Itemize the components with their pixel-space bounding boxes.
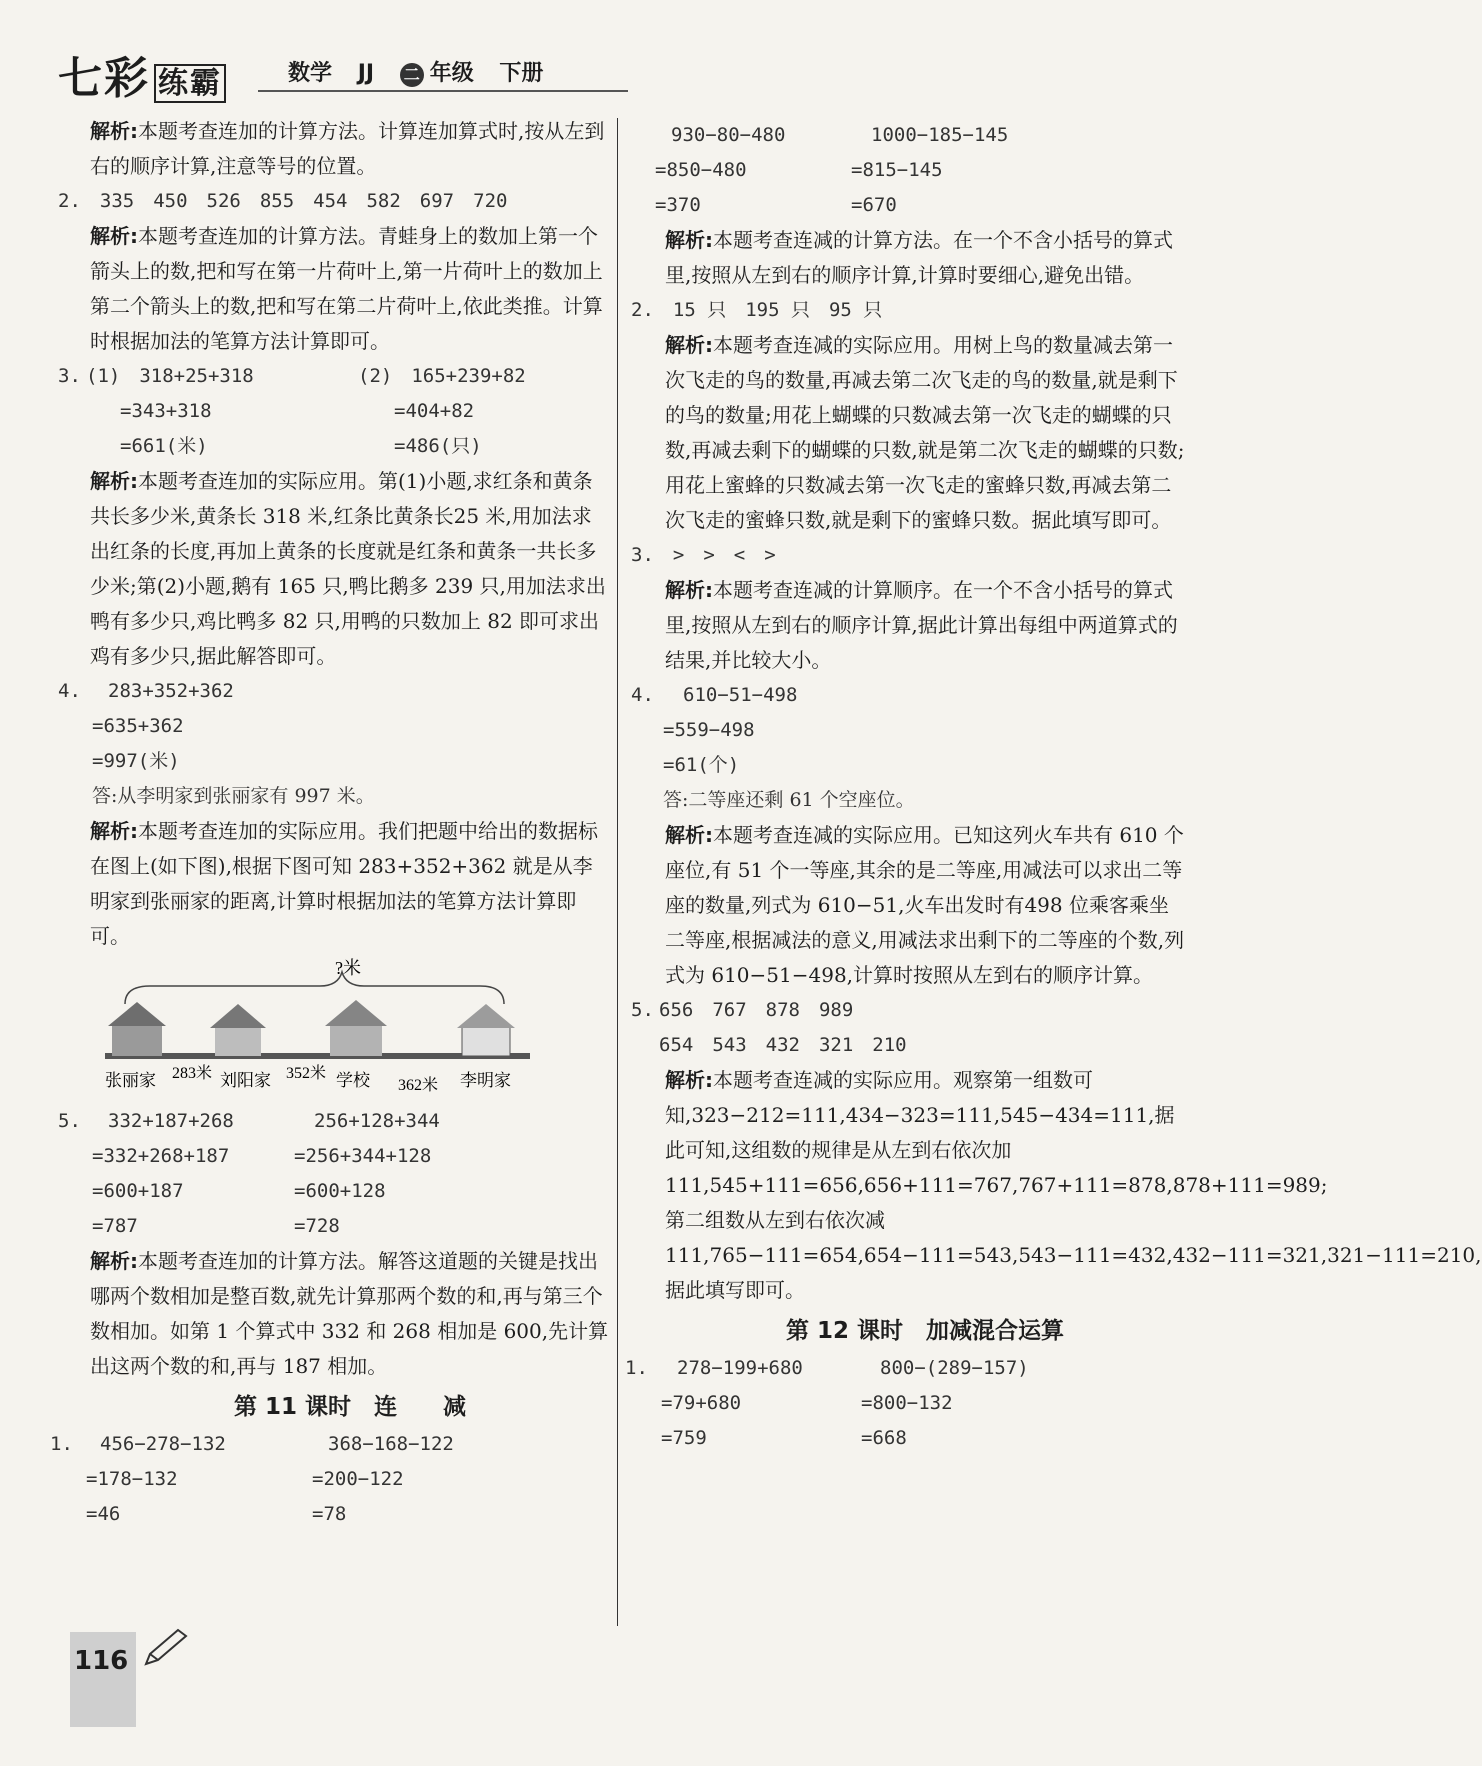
- section-title: 第 12 课时 加减混合运算: [785, 1318, 1065, 1344]
- brand-subtitle: 练霸: [154, 64, 226, 103]
- place-label: 李明家: [460, 1071, 511, 1090]
- distance-label: 352米: [286, 1065, 327, 1082]
- page-number-box: [70, 1632, 136, 1727]
- total-brace: [125, 972, 504, 1004]
- calc-block: 930−80−480 =850−480 =370 1000−185−145 =815−145 =670: [655, 124, 1009, 216]
- pencil-icon: [140, 1628, 190, 1668]
- total-distance-label: ?米: [335, 958, 361, 978]
- answer-line: 2. 15 只 195 只 95 只: [631, 299, 883, 321]
- calc-block: 5. 656 767 878 989 654 543 432 321 210: [631, 999, 907, 1056]
- answer-line: 3. > > < >: [631, 544, 776, 566]
- brand-logo: [58, 42, 226, 106]
- place-label: 刘阳家: [220, 1071, 271, 1090]
- house-icon: [457, 1004, 515, 1056]
- distance-label: 283米: [172, 1065, 213, 1082]
- left-column: [50, 114, 610, 1532]
- distance-label: 362米: [398, 1077, 439, 1094]
- analysis-text: 解析:本题考查连加的计算方法。青蛙身上的数加上第一个箭头上的数,把和写在第一片荷叶上,第一片荷叶上的数加上第二个箭头上的数,把和写在第二片荷叶上,依此类推。计算时根据加法的笔算方法计算即可。: [90, 224, 603, 353]
- calc-block: 4. 283+352+362 =635+362 =997(米) 答:从李明家到张丽家有 997 米。: [58, 680, 375, 807]
- column-divider: [617, 118, 618, 1626]
- calc-block: 1. 278−199+680 =79+680 =759 800−(289−157) =800−132 =668: [625, 1357, 1029, 1449]
- house-icon: [210, 1004, 266, 1056]
- calc-block: 5. 332+187+268 =332+268+187 =600+187 =787 256+128+344 =256+344+128 =600+128 =728: [58, 1110, 440, 1237]
- calc-block: 3. (1) 318+25+318 =343+318 =661(米) (2) 165+239+82 =404+82 =486(只): [58, 365, 526, 457]
- right-column: [625, 118, 1482, 1456]
- grade-label: 年级: [429, 61, 474, 86]
- book-info: [288, 56, 561, 87]
- answer-line: 2. 335 450 526 855 454 582 697 720: [58, 190, 508, 212]
- analysis-text: 解析:本题考查连减的计算方法。在一个不含小括号的算式里,按照从左到右的顺序计算,计算时要细心,避免出错。: [665, 228, 1173, 287]
- analysis-text: 解析:本题考查连加的计算方法。计算连加算式时,按从左到右的顺序计算,注意等号的位置。: [90, 119, 605, 178]
- distance-diagram: [80, 954, 600, 1104]
- analysis-text: 解析:本题考查连减的计算顺序。在一个不含小括号的算式里,按照从左到右的顺序计算,据此计算出每组中两道算式的结果,并比较大小。: [665, 578, 1178, 672]
- calc-block: 1. 456−278−132 =178−132 =46 368−168−122 =200−122 =78: [50, 1433, 454, 1525]
- analysis-text: 解析:本题考查连加的实际应用。第(1)小题,求红条和黄条共长多少米,黄条长 318 米,红条比黄条长25 米,用加法求出红条的长度,再加上黄条的长度就是红条和黄条一共长多少米;第(2)小题,鹅有 165 只,鸭比鹅多 239 只,用加法求出鸭有多少只,鸡比鸭多 82 只,用鸭的只数加上 82 即可求出鸡有多少只,据此解答即可。: [90, 469, 606, 668]
- analysis-text: 解析:本题考查连加的计算方法。解答这道题的关键是找出哪两个数相加是整百数,就先计算那两个数的和,再与第三个数相加。如第 1 个算式中 332 和 268 相加是 600,先计算出这两个数的和,再与 187 相加。: [90, 1249, 609, 1378]
- analysis-text: 解析:本题考查连减的实际应用。已知这列火车共有 610 个座位,有 51 个一等座,其余的是二等座,用减法可以求出二等座的数量,列式为 610−51,火车出发时有498 位乘客乘坐二等座,根据减法的意义,用减法求出剩下的二等座的个数,列式为 610−51−498,计算时按照从左到右的顺序计算。: [665, 823, 1185, 987]
- analysis-text: 解析:本题考查连减的实际应用。观察第一组数可知,323−212=111,434−323=111,545−434=111,据此可知,这组数的规律是从左到右依次加 111,545+111=656,656+111=767,767+111=878,878+111=989;第二组数从左到右依次减 111,765−111=654,654−111=543,543−111=432,432−111=321,321−111=210,据此填写即可。: [665, 1068, 1482, 1302]
- place-label: 张丽家: [105, 1071, 156, 1090]
- place-label: 学校: [336, 1071, 370, 1090]
- edition: JJ: [357, 61, 375, 86]
- brand-name: 七彩: [58, 53, 150, 104]
- house-icon: [325, 1000, 387, 1056]
- volume: 下册: [499, 61, 544, 86]
- subject: 数学: [288, 61, 333, 86]
- grade-number: 二: [400, 63, 424, 87]
- analysis-text: 解析:本题考查连减的实际应用。用树上鸟的数量减去第一次飞走的鸟的数量,再减去第二次飞走的鸟的数量,就是剩下的鸟的数量;用花上蝴蝶的只数减去第一次飞走的蝴蝶的只数,再减去剩下的蝴蝶的只数,就是第二次飞走的蝴蝶的只数;用花上蜜蜂的只数减去第一次飞走的蜜蜂只数,再减去第二次飞走的蜜蜂只数,就是剩下的蜜蜂只数。据此填写即可。: [665, 333, 1185, 532]
- house-icon: [108, 1002, 166, 1056]
- calc-block: 4. 610−51−498 =559−498 =61(个) 答:二等座还剩 61 个空座位。: [631, 684, 915, 811]
- header-rule: [258, 90, 628, 92]
- analysis-text: 解析:本题考查连加的实际应用。我们把题中给出的数据标在图上(如下图),根据下图可知 283+352+362 就是从李明家到张丽家的距离,计算时根据加法的笔算方法计算即可。: [90, 819, 598, 948]
- page-number: 116: [74, 1646, 129, 1676]
- section-title: 第 11 课时 连 减: [233, 1394, 467, 1420]
